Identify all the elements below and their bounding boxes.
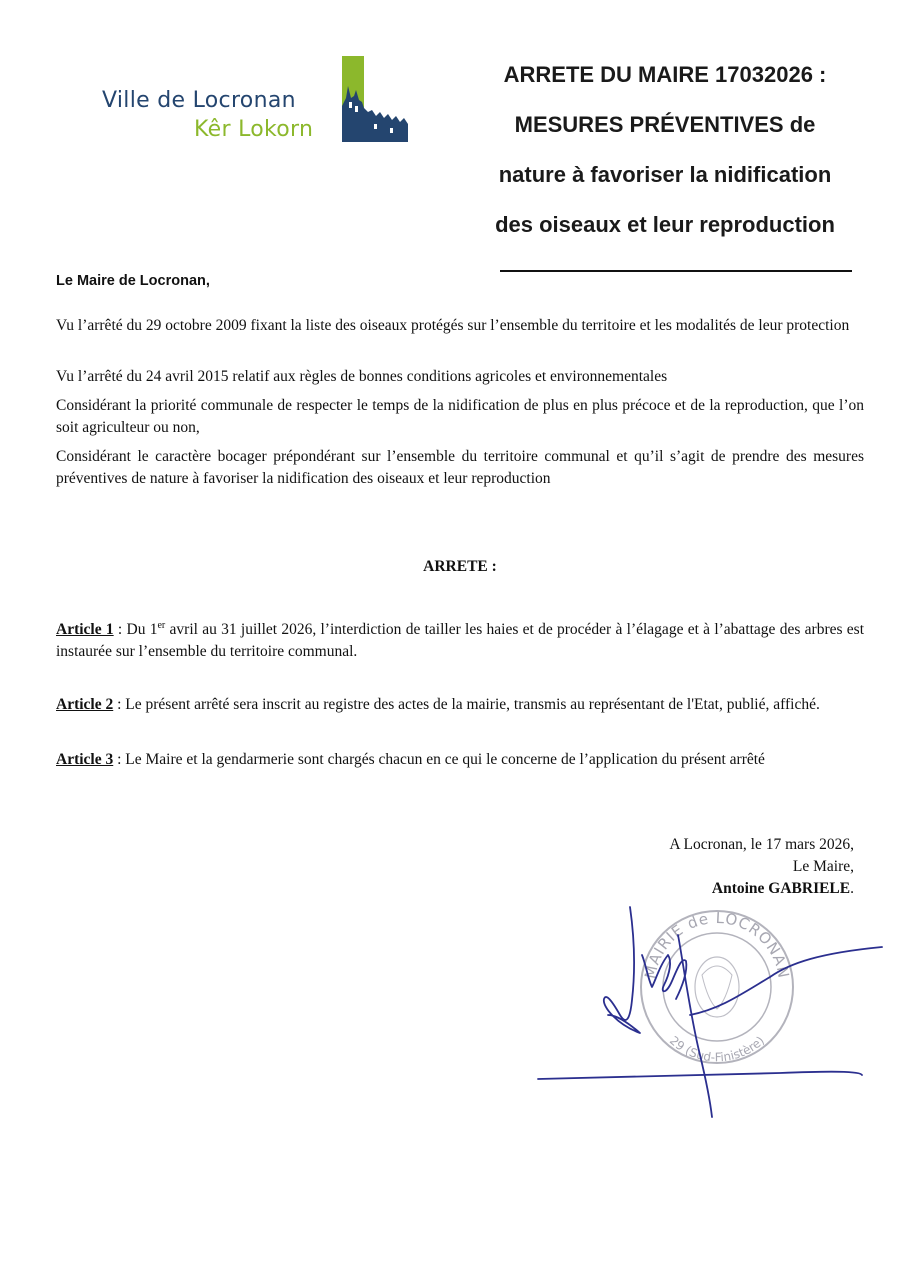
logo-emblem-icon (340, 56, 410, 142)
title-line-2: MESURES PRÉVENTIVES de (514, 112, 816, 137)
preamble-paragraph-3: Considérant la priorité communale de respecter le temps de la nidification de plus en plus précoce et de la reproduction, que l’on soit agriculteur ou non, (56, 397, 864, 436)
article-1 (56, 619, 864, 663)
article-1-label: Article 1 (56, 621, 114, 638)
article-2 (56, 694, 864, 716)
signature-block (560, 834, 854, 900)
article-3-text: : Le Maire et la gendarmerie sont chargés chacun en ce qui le concerne de l’application du présent arrêté (113, 751, 765, 768)
stamp-top-text: MAIRIE de LOCRONAN (641, 908, 793, 981)
article-1-text: avril au 31 juillet 2026, l’interdiction de tailler les haies et de procéder à l’élagage et à l’abattage des arbres est instaurée sur l’ensemble du territoire communal. (56, 621, 865, 660)
article-1-pre: : Du 1 (113, 621, 158, 638)
handwritten-signature-icon (538, 907, 882, 1117)
arrete-heading: ARRETE : (423, 558, 497, 575)
logo-town-name: Ville de Locronan (102, 88, 296, 113)
stamp-bottom-text: 29 (Sud-Finistère) (666, 1033, 768, 1065)
preamble-paragraph-1: Vu l’arrêté du 29 octobre 2009 fixant la liste des oiseaux protégés sur l’ensemble du territoire et les modalités de leur protection (56, 317, 850, 334)
svg-text:29 (Sud-Finistère) (667, 1033, 767, 1064)
article-2-label: Article 2 (56, 696, 114, 713)
logo-breton-name: Kêr Lokorn (194, 117, 314, 142)
title-line-3: nature à favoriser la nidification (498, 162, 832, 187)
signatory-name: Antoine GABRIELE (711, 880, 851, 897)
article-1-sup: er (157, 619, 166, 631)
title-line-4: des oiseaux et leur reproduction (495, 212, 835, 237)
title-underline (500, 270, 852, 272)
mayor-stamp-and-signature (530, 895, 890, 1125)
preamble-paragraph-2: Vu l’arrêté du 24 avril 2015 relatif aux règles de bonnes conditions agricoles et environnementales (56, 368, 668, 385)
svg-text:MAIRIE de LOCRONAN (641, 909, 793, 980)
article-3-label: Article 3 (56, 751, 114, 768)
addressee: Le Maire de Locronan, (56, 273, 210, 289)
article-2-text: : Le présent arrêté sera inscrit au registre des actes de la mairie, transmis au représentant de l'Etat, publié, affiché. (113, 696, 820, 713)
signatory-name-suffix: . (850, 880, 854, 897)
place-date: A Locronan, le 17 mars 2026, (669, 836, 854, 853)
article-3 (56, 749, 864, 771)
signatory-role: Le Maire, (792, 858, 854, 875)
decree-title (470, 50, 860, 250)
title-line-1: ARRETE DU MAIRE 17032026 : (503, 62, 827, 87)
preamble-paragraph-4: Considérant le caractère bocager prépondérant sur l’ensemble du territoire communal et qu’il s’agit de prendre des mesures préventives de nature à favoriser la nidification des oiseaux et leur reproduction (56, 448, 864, 487)
